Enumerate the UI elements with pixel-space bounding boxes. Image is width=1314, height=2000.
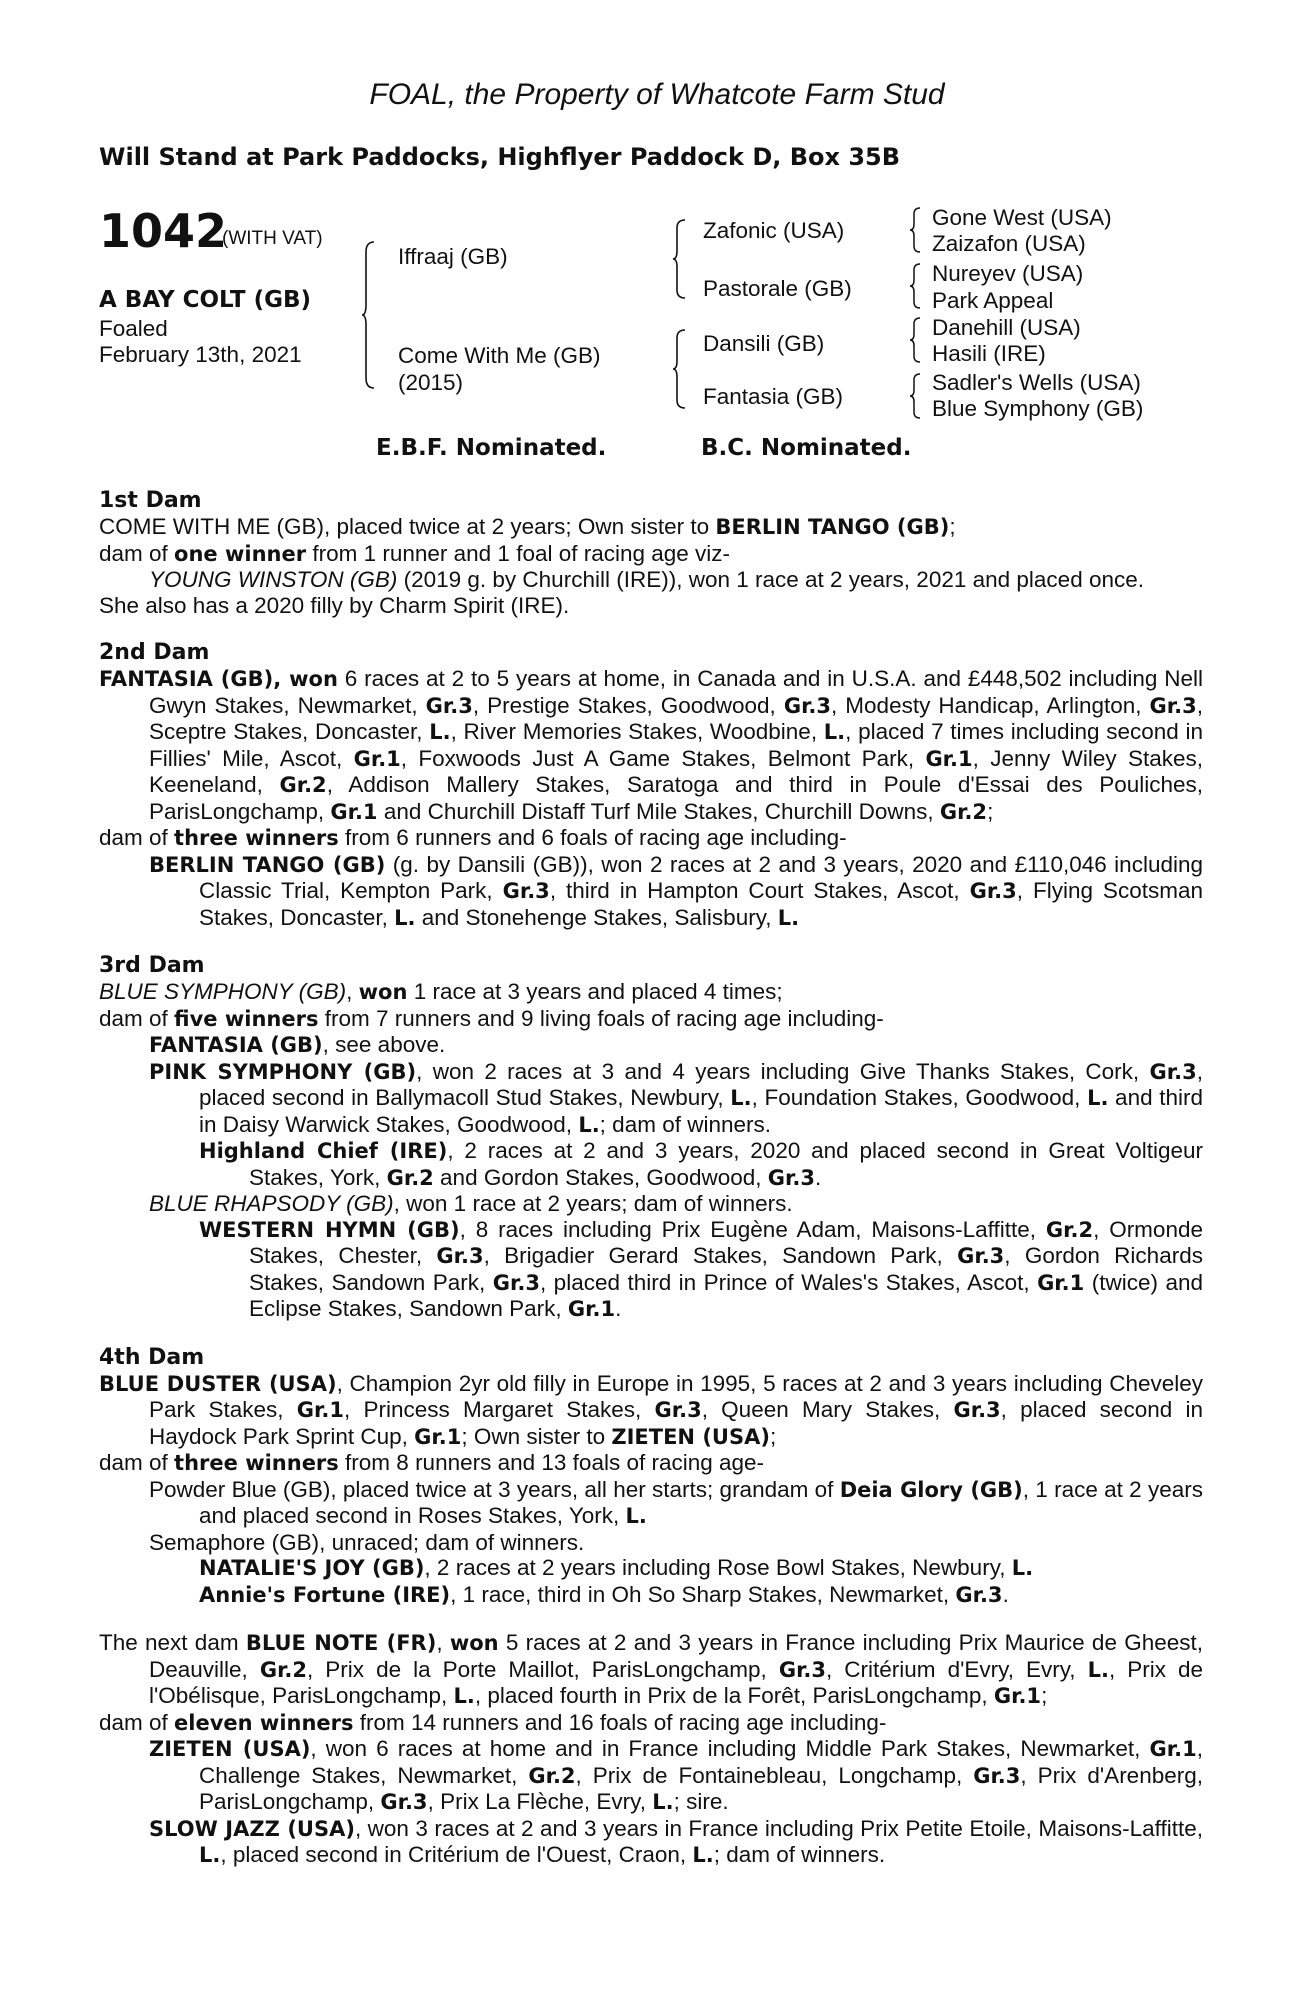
pink-symphony-entry: PINK SYMPHONY (GB), won 2 races at 3 and 4 years including Give Thanks Stakes, Cork, Gr.3, placed second in Ballymacoll Stud Stakes, Newbury, L., Foundation Stakes, Goodwood, L. and third in Daisy Warwick Stakes, Goodwood, L.; dam of winners. [149, 1058, 1203, 1137]
bc-nominated: B.C. Nominated. [701, 435, 912, 461]
pedigree-brace-g4 [910, 372, 922, 420]
annies-fortune-entry: Annie's Fortune (IRE), 1 race, third in Oh So Sharp Stakes, Newmarket, Gr.3. [199, 1581, 1009, 1607]
highland-chief-entry: Highland Chief (IRE), 2 races at 2 and 3 years, 2020 and placed second in Great Voltigeur Stakes, York, Gr.2 and Gordon Stakes, Goodwood, Gr.3. [199, 1138, 1203, 1190]
next-dam-produce: dam of eleven winners from 14 runners and 16 foals of racing age including- [99, 1709, 887, 1735]
ancestor-g7: Sadler's Wells (USA) [932, 370, 1141, 395]
pedigree-brace-sire [673, 218, 687, 300]
sire-dam: Pastorale (GB) [703, 276, 852, 301]
first-dam-heading: 1st Dam [99, 488, 202, 513]
second-dam-produce: dam of three winners from 6 runners and 6 foals of racing age including- [99, 825, 847, 850]
second-dam-section [99, 640, 1203, 931]
pedigree-brace-g1 [910, 206, 922, 254]
ebf-nominated: E.B.F. Nominated. [376, 435, 607, 461]
vat-label: (WITH VAT) [222, 228, 323, 249]
fourth-dam-produce: dam of three winners from 8 runners and 13 foals of racing age- [99, 1450, 765, 1475]
sire: Iffraaj (GB) [398, 244, 508, 269]
zieten-entry: ZIETEN (USA), won 6 races at home and in France including Middle Park Stakes, Newmarket, Gr.1, Challenge Stakes, Newmarket, Gr.2, Prix de Fontainebleau, Longchamp, Gr.3, Prix d'Arenberg, ParisLongchamp, Gr.3, Prix La Flèche, Evry, L.; sire. [149, 1736, 1203, 1814]
first-dam-line: COME WITH ME (GB), placed twice at 2 years; Own sister to BERLIN TANGO (GB); [99, 514, 956, 539]
catalogue-body [99, 488, 1203, 1891]
lot-description: A BAY COLT (GB) [99, 287, 312, 313]
ancestor-g4: Park Appeal [932, 288, 1054, 313]
blue-symphony-entry: BLUE SYMPHONY (GB), won 1 race at 3 years and placed 4 times; [99, 979, 783, 1004]
next-dam-section [99, 1630, 1203, 1869]
first-dam-also: She also has a 2020 filly by Charm Spirit (IRE). [99, 592, 570, 618]
dam-year: (2015) [398, 370, 464, 395]
pedigree-brace-g2 [910, 262, 922, 310]
berlin-tango-entry: BERLIN TANGO (GB) (g. by Dansili (GB)), won 2 races at 2 and 3 years, 2020 and £110,046 including Classic Trial, Kempton Park, Gr.3, third in Hampton Court Stakes, Ascot, Gr.3, Flying Scotsman Stakes, Doncaster, L. and Stonehenge Stakes, Salisbury, L. [149, 851, 1203, 930]
dam: Come With Me (GB) [398, 343, 601, 368]
fourth-dam-heading: 4th Dam [99, 1344, 205, 1370]
semaphore-entry: Semaphore (GB), unraced; dam of winners. [149, 1529, 585, 1555]
blue-rhapsody-entry: BLUE RHAPSODY (GB), won 1 race at 2 years; dam of winners. [149, 1191, 793, 1216]
second-dam-heading: 2nd Dam [99, 640, 210, 665]
pedigree-brace-main [362, 240, 376, 390]
blue-note-entry: The next dam BLUE NOTE (FR), won 5 races at 2 and 3 years in France including Prix Maurice de Gheest, Deauville, Gr.2, Prix de la Porte Maillot, ParisLongchamp, Gr.3, Critérium d'Evry, Evry, L., Prix de l'Obélisque, ParisLongchamp, L., placed fourth in Prix de la Forêt, ParisLongchamp, Gr.1; [99, 1630, 1204, 1708]
ancestor-g3: Nureyev (USA) [932, 261, 1084, 286]
foaled-date: February 13th, 2021 [99, 342, 302, 367]
blue-duster-entry: BLUE DUSTER (USA), Champion 2yr old filly in Europe in 1995, 5 races at 2 and 3 years including Cheveley Park Stakes, Gr.1, Princess Margaret Stakes, Gr.3, Queen Mary Stakes, Gr.3, placed second in Haydock Park Sprint Cup, Gr.1; Own sister to ZIETEN (USA); [99, 1370, 1203, 1449]
ancestor-g8: Blue Symphony (GB) [932, 396, 1144, 421]
first-dam-section [99, 488, 1203, 618]
pedigree-brace-dam [673, 328, 687, 410]
third-dam-section [99, 953, 1203, 1323]
western-hymn-entry: WESTERN HYMN (GB), 8 races including Prix Eugène Adam, Maisons-Laffitte, Gr.2, Ormonde Stakes, Chester, Gr.3, Brigadier Gerard Stakes, Sandown Park, Gr.3, Gordon Richards Stakes, Sandown Park, Gr.3, placed third in Prince of Wales's Stakes, Ascot, Gr.1 (twice) and Eclipse Stakes, Sandown Park, Gr.1. [199, 1216, 1203, 1321]
fantasia-entry: FANTASIA (GB), won 6 races at 2 to 5 years at home, in Canada and in U.S.A. and £448,502 including Nell Gwyn Stakes, Newmarket, Gr.3, Prestige Stakes, Goodwood, Gr.3, Modesty Handicap, Arlington, Gr.3, Sceptre Stakes, Doncaster, L., River Memories Stakes, Woodbine, L., placed 7 times including second in Fillies' Mile, Ascot, Gr.1, Foxwoods Just A Game Stakes, Belmont Park, Gr.1, Jenny Wiley Stakes, Keeneland, Gr.2, Addison Mallery Stakes, Saratoga and third in Poule d'Essai des Pouliches, ParisLongchamp, Gr.1 and Churchill Distaff Turf Mile Stakes, Churchill Downs, Gr.2; [99, 666, 1204, 824]
lot-number: 1042 [99, 204, 228, 258]
first-dam-produce: dam of one winner from 1 runner and 1 foal of racing age viz- [99, 540, 731, 566]
fourth-dam-section [99, 1345, 1203, 1609]
powder-blue-entry: Powder Blue (GB), placed twice at 3 years, all her starts; grandam of Deia Glory (GB), 1 race at 2 years and placed second in Roses Stakes, York, L. [149, 1476, 1203, 1528]
foaled-label: Foaled [99, 316, 168, 341]
dam-dam: Fantasia (GB) [703, 384, 844, 409]
page-title: FOAL, the Property of Whatcote Farm Stud [369, 78, 945, 111]
ancestor-g2: Zaizafon (USA) [932, 231, 1086, 256]
third-dam-produce: dam of five winners from 7 runners and 9 living foals of racing age including- [99, 1005, 884, 1031]
ancestor-g5: Danehill (USA) [932, 315, 1081, 340]
natalies-joy-entry: NATALIE'S JOY (GB), 2 races at 2 years including Rose Bowl Stakes, Newbury, L. [199, 1555, 1034, 1580]
third-dam-heading: 3rd Dam [99, 953, 205, 978]
pedigree-brace-g3 [910, 316, 922, 364]
young-winston-entry: YOUNG WINSTON (GB) (2019 g. by Churchill (IRE)), won 1 race at 2 years, 2021 and placed once. [149, 567, 1144, 592]
slow-jazz-entry: SLOW JAZZ (USA), won 3 races at 2 and 3 years in France including Prix Petite Etoile, Maisons-Laffitte, L., placed second in Critérium de l'Ouest, Craon, L.; dam of winners. [149, 1815, 1203, 1867]
sire-sire: Zafonic (USA) [703, 218, 845, 243]
ancestor-g1: Gone West (USA) [932, 205, 1112, 230]
stand-location: Will Stand at Park Paddocks, Highflyer Paddock D, Box 35B [99, 143, 901, 171]
ancestor-g6: Hasili (IRE) [932, 341, 1046, 366]
fantasia-ref: FANTASIA (GB), see above. [149, 1032, 446, 1057]
dam-sire: Dansili (GB) [703, 331, 825, 356]
